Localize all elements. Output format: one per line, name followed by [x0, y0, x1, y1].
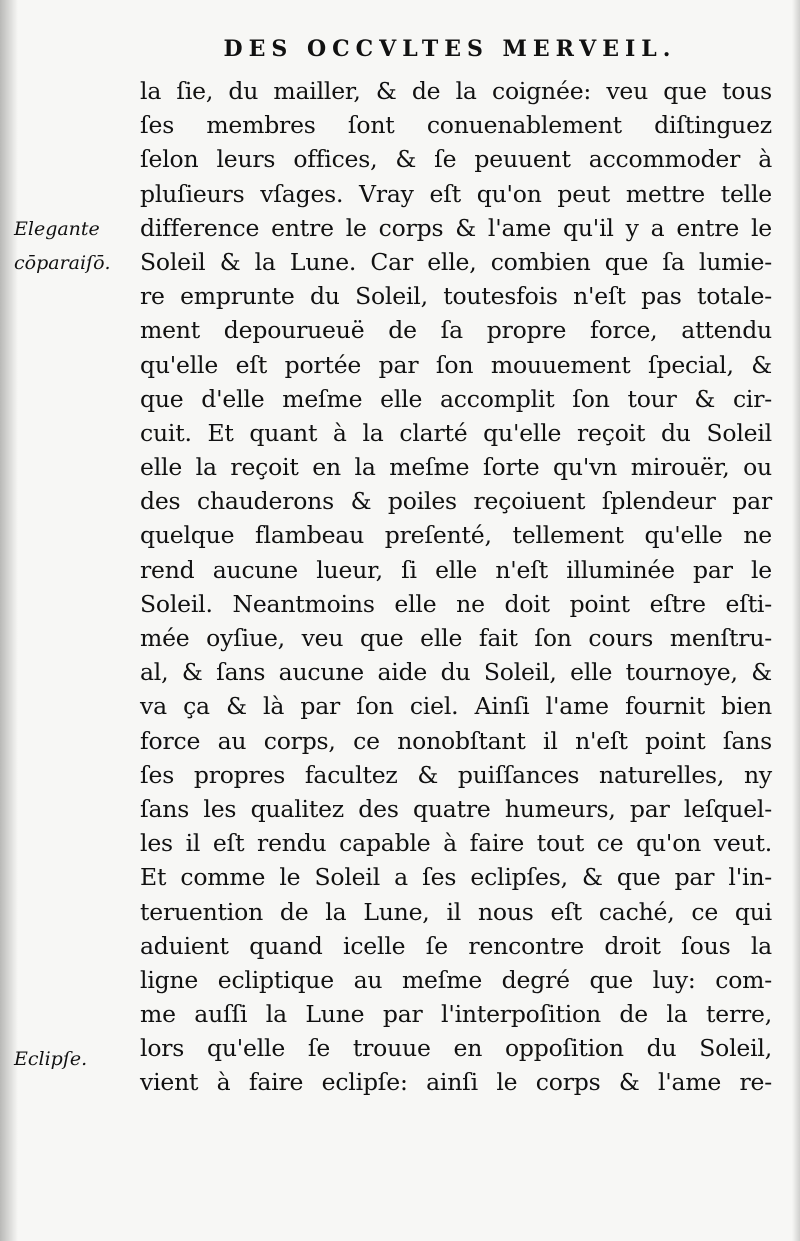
text-line: elle la reçoit en la meſme ſorte qu'vn mirouër, ou — [140, 453, 772, 482]
text-line: Et comme le Soleil a ſes eclipſes, & que par l'in- — [140, 863, 772, 892]
text-line: vient à faire eclipſe: ainſi le corps & l'ame re- — [140, 1068, 772, 1097]
text-line: que d'elle meſme elle accomplit ſon tour & cir- — [140, 384, 772, 413]
text-line: ment depourueuë de ſa propre force, attendu — [140, 316, 772, 345]
text-line: mée oyſiue, veu que elle fait ſon cours menſtru- — [140, 624, 772, 652]
text-line: re emprunte du Soleil, toutesfois n'eſt pas totale- — [140, 282, 772, 311]
text-line: Soleil. Neantmoins elle ne doit point eſtre eſti- — [140, 589, 772, 618]
text-line: ligne ecliptique au meſme degré que luy: com- — [140, 965, 772, 994]
text-line: difference entre le corps & l'ame qu'il y a entre le — [140, 213, 772, 242]
text-line: force au corps, ce nonobſtant il n'eſt point ſans — [140, 726, 772, 755]
text-line: ſelon leurs offices, & ſe peuuent accommoder à — [140, 145, 772, 174]
text-line: me auſſi la Lune par l'interpoſition de la terre, — [140, 1000, 772, 1029]
text-line: les il eſt rendu capable à faire tout ce qu'on veut. — [140, 829, 772, 858]
text-line: ſes membres ſont conuenablement diſtinguez — [140, 111, 772, 140]
page-edge — [792, 0, 800, 1241]
text-line: lors qu'elle ſe trouue en oppoſition du Soleil, — [140, 1034, 772, 1063]
margin-note-eclipse: Eclipſe. — [14, 1048, 88, 1070]
margin-note-comparaison: cōparaiſō. — [14, 252, 111, 274]
text-line: quelque flambeau preſenté, tellement qu'elle ne — [140, 521, 772, 550]
text-line: cuit. Et quant à la clarté qu'elle reçoit du Soleil — [140, 418, 772, 447]
text-line: aduient quand icelle ſe rencontre droit ſous la — [140, 931, 772, 960]
text-line: teruention de la Lune, il nous eſt caché, ce qui — [140, 897, 772, 926]
text-line: al, & ſans aucune aide du Soleil, elle tournoye, & — [140, 658, 772, 687]
text-line: va ça & là par ſon ciel. Ainſi l'ame fournit bien — [140, 692, 772, 721]
running-head: DES OCCVLTES MERVEIL. — [223, 36, 677, 62]
margin-note-elegante: Elegante — [14, 218, 100, 240]
text-line: la ſie, du mailler, & de la coignée: veu que tous — [140, 77, 772, 105]
text-line: pluſieurs vſages. Vray eſt qu'on peut mettre telle — [140, 179, 772, 208]
body-text — [140, 74, 772, 1100]
text-line: ſans les qualitez des quatre humeurs, par leſquel- — [140, 794, 772, 823]
text-line: qu'elle eſt portée par ſon mouuement ſpecial, & — [140, 350, 772, 379]
text-line: des chauderons & poiles reçoiuent ſplendeur par — [140, 487, 772, 516]
text-line: Soleil & la Lune. Car elle, combien que ſa lumie- — [140, 247, 772, 276]
text-line: rend aucune lueur, ſi elle n'eſt illuminée par le — [140, 555, 772, 584]
text-line: ſes propres facultez & puiſſances naturelles, ny — [140, 760, 772, 789]
